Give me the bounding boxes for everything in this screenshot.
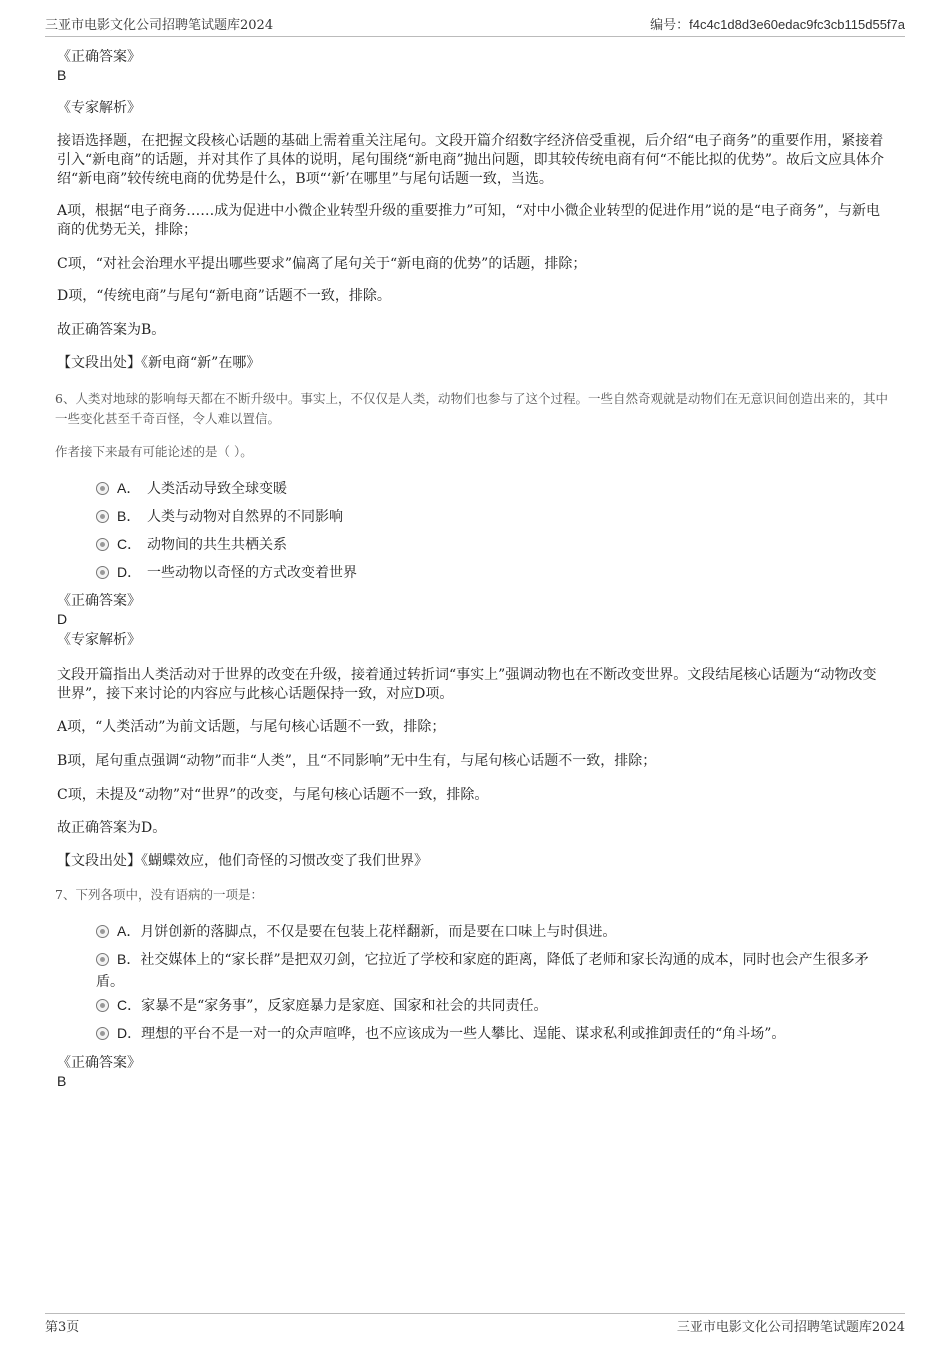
option-text: 人类活动导致全球变暖 — [147, 481, 287, 497]
answer-label: 《正确答案》 — [57, 49, 141, 65]
option-c[interactable] — [96, 533, 896, 556]
option-text: 一些动物以奇怪的方式改变着世界 — [147, 565, 357, 581]
option-b[interactable] — [96, 505, 896, 528]
radio-icon[interactable] — [96, 538, 109, 551]
radio-icon[interactable] — [96, 510, 109, 523]
page-footer — [45, 1313, 905, 1335]
radio-icon[interactable] — [96, 566, 109, 579]
analysis-paragraph: C项，未提及“动物”对“世界”的改变，与尾句核心话题不一致，排除。 — [57, 787, 489, 803]
page-header — [45, 14, 905, 37]
analysis-paragraph: A项，“人类活动”为前文话题，与尾句核心话题不一致，排除； — [57, 719, 446, 735]
radio-icon[interactable] — [96, 953, 109, 966]
option-label: A． — [117, 480, 141, 496]
option-text: 月饼创新的落脚点，不仅是要在包装上花样翻新，而是要在口味上与时俱进。 — [140, 924, 617, 940]
option-label: B． — [117, 508, 141, 524]
option-d[interactable] — [96, 561, 896, 584]
analysis-conclusion: 故正确答案为B。 — [57, 322, 166, 338]
radio-icon[interactable] — [96, 925, 109, 938]
question-stem: 6、人类对地球的影响每天都在不断升级中。事实上，不仅仅是人类，动物们也参与了这个过程。一些自然奇观就是动物们在无意识间创造出来的，其中一些变化甚至千奇百怪，令人难以置信。 — [55, 391, 888, 426]
answer-value: B — [57, 67, 67, 83]
option-d[interactable] — [96, 1022, 896, 1045]
answer-value: B — [57, 1073, 67, 1089]
analysis-paragraph: C项，“对社会治理水平提出哪些要求”偏离了尾句关于“新电商的优势”的话题，排除； — [57, 256, 587, 272]
header-title: 三亚市电影文化公司招聘笔试题库2024 — [45, 18, 274, 33]
document-code: 编号：f4c4c1d8d3e60edac9fc3cb115d55f7a — [650, 17, 905, 32]
radio-icon[interactable] — [96, 1027, 109, 1040]
footer-title: 三亚市电影文化公司招聘笔试题库2024 — [676, 1320, 905, 1335]
question-prompt: 作者接下来最有可能论述的是（ ）。 — [55, 444, 253, 459]
answer-value: D — [57, 611, 68, 627]
option-text: 社交媒体上的“家长群”是把双刃剑，它拉近了学校和家庭的距离，降低了老师和家长沟通的成本，同时也会产生很多矛盾。 — [96, 952, 869, 990]
source-citation: 【文段出处】《新电商“新”在哪》 — [57, 355, 261, 371]
analysis-paragraph: 接语选择题，在把握文段核心话题的基础上需着重关注尾句。文段开篇介绍数字经济倍受重视，后介绍“电子商务”的重要作用，紧接着引入“新电商”的话题，并对其作了具体的说明，尾句围绕“新电商”抛出问题，即其较传统电商有何“不能比拟的优势”。故后文应具体介绍“新电商”较传统电商的优势是什么，B项“‘新’在哪里”与尾句话题一致，当选。 — [57, 133, 884, 187]
question-stem: 7、下列各项中，没有语病的一项是： — [55, 887, 263, 902]
analysis-paragraph: A项，根据“电子商务……成为促进中小微企业转型升级的重要推力”可知，“对中小微企业转型的促进作用”说的是“电子商务”，与新电商的优势无关，排除； — [57, 203, 881, 238]
option-label: D． — [117, 1025, 142, 1041]
answer-label: 《正确答案》 — [57, 593, 141, 609]
option-text: 家暴不是“家务事”，反家庭暴力是家庭、国家和社会的共同责任。 — [141, 998, 548, 1014]
option-text: 理想的平台不是一对一的众声喧哗，也不应该成为一些人攀比、逞能、谋求私利或推卸责任的“角斗场”。 — [141, 1026, 786, 1042]
answer-label: 《正确答案》 — [57, 1055, 141, 1071]
option-label: C． — [117, 536, 142, 552]
analysis-label: 《专家解析》 — [57, 632, 141, 648]
option-a[interactable] — [96, 477, 896, 500]
analysis-label: 《专家解析》 — [57, 100, 141, 116]
analysis-conclusion: 故正确答案为D。 — [57, 820, 167, 836]
option-c[interactable] — [96, 994, 896, 1017]
option-label: A． — [117, 923, 141, 939]
radio-icon[interactable] — [96, 482, 109, 495]
option-text: 人类与动物对自然界的不同影响 — [147, 509, 343, 525]
analysis-paragraph: D项，“传统电商”与尾句“新电商”话题不一致，排除。 — [57, 288, 391, 304]
radio-icon[interactable] — [96, 999, 109, 1012]
page-number: 第3页 — [45, 1320, 80, 1335]
source-citation: 【文段出处】《蝴蝶效应，他们奇怪的习惯改变了我们世界》 — [57, 853, 428, 869]
option-a[interactable] — [96, 920, 896, 943]
option-b[interactable] — [96, 948, 896, 993]
analysis-paragraph: B项，尾句重点强调“动物”而非“人类”，且“不同影响”无中生有，与尾句核心话题不一致，排除； — [57, 753, 657, 769]
option-label: D． — [117, 564, 142, 580]
option-text: 动物间的共生共栖关系 — [147, 537, 287, 553]
option-label: C． — [117, 997, 142, 1013]
option-label: B． — [117, 951, 141, 967]
analysis-paragraph: 文段开篇指出人类活动对于世界的改变在升级，接着通过转折词“事实上”强调动物也在不断改变世界。文段结尾核心话题为“动物改变世界”，接下来讨论的内容应与此核心话题保持一致，对应D项。 — [57, 667, 877, 702]
